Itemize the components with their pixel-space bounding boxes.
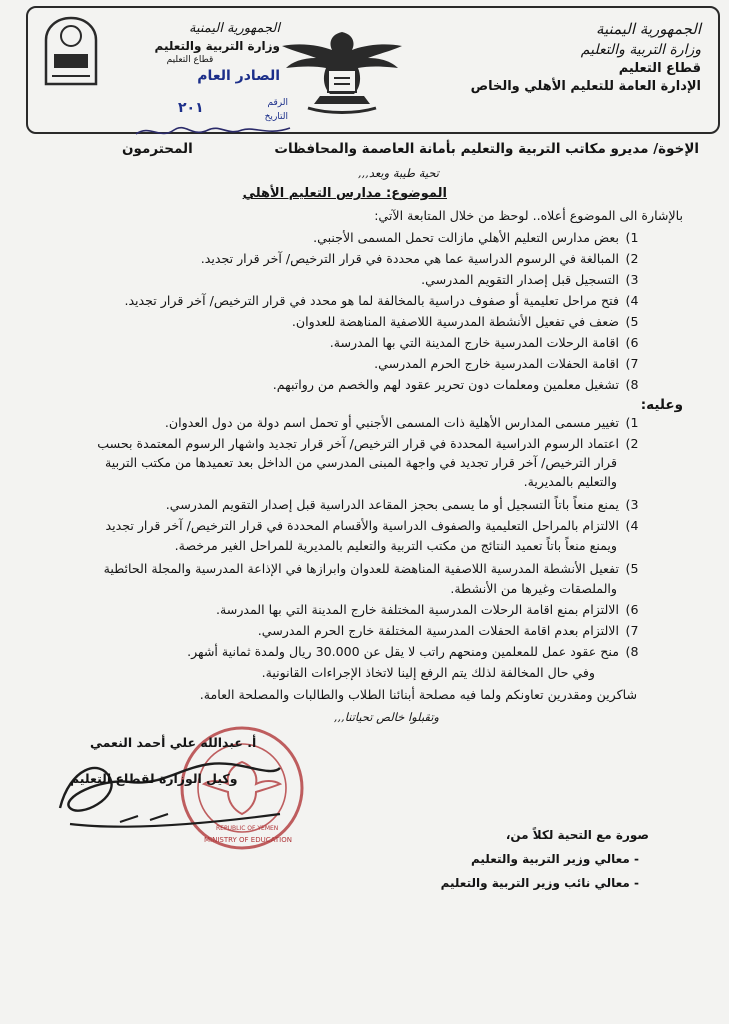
reference-label: الرقم <box>267 98 288 108</box>
closing-note: وتقبلوا خالص تحياتنا,,, <box>333 710 439 724</box>
directive-item: 7) الالتزام بعدم اقامة الحفلات المدرسية المختلفة خارج الحرم المدرسي. <box>257 623 639 638</box>
ministry-seal-icon <box>40 14 102 92</box>
observation-item: 4) فتح مراحل تعليمية أو صفوف دراسية بالمخالفة لما هو محدد في قرار الترخيص/ آخر قرار تجديد. <box>124 293 639 308</box>
ministry-name: وزارة التربية والتعليم <box>580 42 701 58</box>
letterhead-left <box>100 20 280 86</box>
initials-scrawl-icon <box>130 118 300 142</box>
copy-recipient: - معالي نائب وزير التربية والتعليم <box>440 876 639 890</box>
stamp-text-republic: REPUBLIC OF YEMEN <box>216 825 279 832</box>
thanks-note: شاكرين ومقدرين تعاونكم ولما فيه مصلحة أبنائنا الطلاب والطالبات والمصلحة العامة. <box>199 687 637 702</box>
addressee: الإخوة/ مديرو مكاتب التربية والتعليم بأمانة العاصمة والمحافظات <box>274 141 699 157</box>
subject-line: الموضوع: مدارس التعليم الأهلي <box>242 186 447 201</box>
directive-item: 8) منح عقود عمل للمعلمين ومنحهم راتب لا يقل عن 30.000 ريال ولمدة ثمانية أشهر. <box>187 644 639 659</box>
copies-heading: صورة مع التحية لكلاً من، <box>505 828 649 842</box>
observation-item: 8) تشغيل معلمين ومعلمات دون تحرير عقود لهم والخصم من رواتبهم. <box>272 377 639 392</box>
therefore-label: وعليه: <box>640 397 683 413</box>
directive-item: 6) الالتزام بمنع اقامة الرحلات المدرسية المختلفة خارج المدينة التي بها المدرسة. <box>216 602 639 617</box>
observation-item: 5) ضعف في تفعيل الأنشطة المدرسية اللاصفية المناهضة للعدوان. <box>291 314 639 329</box>
date-label: التاريخ <box>264 112 288 122</box>
greeting: تحية طيبة وبعد,,, <box>357 166 439 180</box>
handwritten-signature-icon <box>40 738 290 838</box>
left-sector-name: قطاع التعليم <box>166 55 214 65</box>
observation-item: 1) بعض مدارس التعليم الأهلي مازالت تحمل المسمى الأجنبي. <box>313 230 639 245</box>
directive-continuation: قرار الترخيص/ آخر قرار تجديد في واجهة المبنى المدرسي من الداخل بعد تعميدها من مكتب التربية <box>105 455 617 470</box>
copy-recipient: - معالي وزير التربية والتعليم <box>470 852 639 866</box>
signatory-title: وكيل الوزارة لقطاع التعليم <box>70 771 238 786</box>
directive-continuation: ويمنع منعاً باتاً تعميد النتائج من مكتب التربية والتعليم بالمديرية للمراحل الغير مرخصة. <box>174 538 617 553</box>
left-country-name: الجمهورية اليمنية <box>188 21 280 36</box>
directive-item: 4) الالتزام بالمراحل التعليمية والصفوف الدراسية والأقسام المحددة في قرار الترخيص/ آخر قرار تجديد <box>105 518 639 533</box>
reference-number: ٢٠١ <box>178 100 204 116</box>
stamp-text-ministry: MINISTRY OF EDUCATION <box>204 836 292 844</box>
directive-item: 5) تفعيل الأنشطة المدرسية اللاصفية المناهضة للعدوان وابرازها في الإذاعة المدرسية والمجلة الحائطية <box>103 561 639 576</box>
observation-item: 7) اقامة الحفلات المدرسية خارج الحرم المدرسي. <box>374 356 639 371</box>
directive-continuation: والتعليم بالمديرية. <box>523 474 617 489</box>
observation-item: 2) المبالغة في الرسوم الدراسية عما هي محددة في قرار الترخيص/ آخر قرار تجديد. <box>200 251 639 266</box>
intro-text: بالإشارة الى الموضوع أعلاه.. لوحظ من خلال المتابعة الآتي: <box>374 208 683 223</box>
letterhead-right <box>461 18 701 96</box>
violation-note: وفي حال المخالفة لذلك يتم الرفع إلينا لاتخاذ الإجراءات القانونية. <box>261 665 595 680</box>
department-name: الإدارة العامة للتعليم الأهلي والخاص <box>470 79 701 94</box>
directive-item: 2) اعتماد الرسوم الدراسية المحددة في قرار الترخيص/ آخر قرار تجديد واشهار الرسوم المعتمدة بحسب <box>97 436 639 451</box>
directive-item: 3) يمنع منعاً باتاً التسجيل أو ما يسمى بحجز المقاعد الدراسية قبل إصدار التقويم المدرسي. <box>165 497 639 512</box>
country-name: الجمهورية اليمنية <box>595 20 701 38</box>
observation-item: 3) التسجيل قبل إصدار التقويم المدرسي. <box>421 272 639 287</box>
respected-label: المحترمون <box>122 141 193 157</box>
left-ministry-name: وزارة التربية والتعليم <box>154 39 280 53</box>
directive-continuation: والملصقات وغيرها من الأنشطة. <box>450 581 617 596</box>
signatory-name: أ. عبدالله علي أحمد النعمي <box>90 735 257 750</box>
sector-name: قطاع التعليم <box>618 61 701 76</box>
outgoing-label: الصادر العام <box>197 68 280 84</box>
observation-item: 6) اقامة الرحلات المدرسية خارج المدينة التي بها المدرسة. <box>329 335 639 350</box>
directive-item: 1) تغيير مسمى المدارس الأهلية ذات المسمى الأجنبي أو تحمل اسم دولة من دول العدوان. <box>164 415 639 430</box>
eagle-emblem-icon <box>272 24 412 120</box>
